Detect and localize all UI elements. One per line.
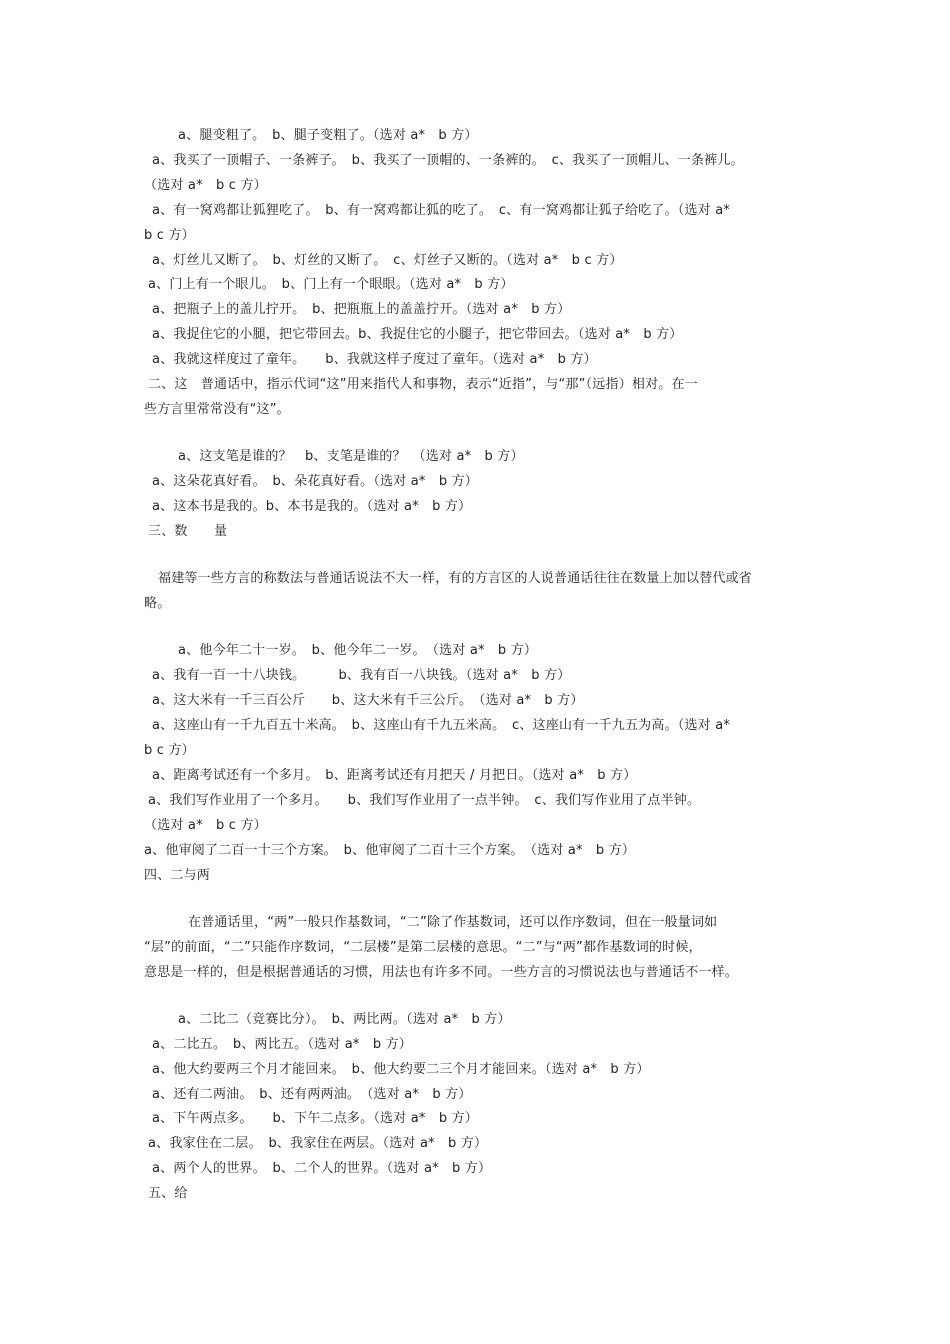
text-line: a、他今年二十一岁。 b、他今年二一岁。 （选对 a* b 方）: [178, 643, 538, 658]
text-line: 在普通话里，“两”一般只作基数词，“二”除了作基数词，还可以作序数词，但在一般量词如: [188, 915, 718, 930]
section-heading: 四、二与两: [144, 868, 211, 883]
text-line: “层”的前面，“二”只能作序数词，“二层楼”是第二层楼的意思。“二”与“两”都作基数词的时候，: [144, 940, 702, 955]
text-line: a、我们写作业用了一个多月。 b、我们写作业用了一点半钟。 c、我们写作业用了点半钟。: [148, 793, 701, 808]
section-heading: 三、数 量: [148, 524, 228, 539]
text-line: a、还有二两油。 b、还有两两油。 （选对 a* b 方）: [152, 1087, 472, 1102]
text-line: a、门上有一个眼儿。 b、门上有一个眼眼。（选对 a* b 方）: [148, 277, 514, 292]
text-line: 些方言里常常没有“这”。: [144, 402, 290, 417]
text-line: a、灯丝儿又断了。 b、灯丝的又断了。 c、灯丝子又断的。（选对 a* b c 方）: [152, 253, 623, 268]
text-line: a、把瓶子上的盖儿拧开。 b、把瓶瓶上的盖盖拧开。（选对 a* b 方）: [152, 302, 571, 317]
text-line: a、二比五。 b、两比五。（选对 a* b 方）: [152, 1037, 413, 1052]
section-heading: 五、给: [148, 1186, 188, 1201]
text-line: 略。: [144, 596, 171, 611]
text-line: a、我就这样度过了童年。 b、我就这样子度过了童年。（选对 a* b 方）: [152, 352, 597, 367]
text-line: a、距离考试还有一个多月。 b、距离考试还有月把天 / 月把日。（选对 a* b 方）: [152, 768, 637, 783]
text-line: a、这朵花真好看。 b、朵花真好看。（选对 a* b 方）: [152, 474, 479, 489]
text-line: （选对 a* b c 方）: [144, 178, 267, 193]
text-line: a、有一窝鸡都让狐狸吃了。 b、有一窝鸡都让狐的吃了。 c、有一窝鸡都让狐子给吃了。（选对 a*: [152, 203, 731, 218]
text-line: a、下午两点多。 b、下午二点多。（选对 a* b 方）: [152, 1111, 479, 1126]
text-line: 意思是一样的，但是根据普通话的习惯，用法也有许多不同。一些方言的习惯说法也与普通话不一样。: [144, 965, 739, 980]
section-heading: 二、这 普通话中，指示代词“这”用来指代人和事物，表示“近指”，与“那”（远指）相对。在一: [148, 377, 698, 392]
text-line: b c 方）: [144, 228, 195, 243]
text-line: a、这支笔是谁的？ b、支笔是谁的？ （选对 a* b 方）: [178, 449, 524, 464]
text-line: a、我买了一顶帽子、一条裤子。 b、我买了一顶帽的、一条裤的。 c、我买了一顶帽儿、一条裤儿。: [152, 153, 744, 168]
text-line: a、我家住在二层。 b、我家住在两层。（选对 a* b 方）: [148, 1136, 488, 1151]
text-line: a、两个人的世界。 b、二个人的世界。（选对 a* b 方）: [152, 1161, 492, 1176]
text-line: a、腿变粗了。 b、腿子变粗了。（选对 a* b 方）: [178, 128, 478, 143]
text-line: a、这座山有一千九百五十米高。 b、这座山有千九五米高。 c、这座山有一千九五为高。（选对 a*: [152, 718, 731, 733]
text-line: b c 方）: [144, 743, 195, 758]
text-line: 福建等一些方言的称数法与普通话说法不大一样，有的方言区的人说普通话往往在数量上加以替代或省: [158, 571, 753, 586]
text-line: a、二比二（竞赛比分）。 b、两比两。（选对 a* b 方）: [178, 1012, 511, 1027]
text-line: a、我捉住它的小腿，把它带回去。b、我捉住它的小腿子，把它带回去。（选对 a* b 方）: [152, 327, 683, 342]
text-line: a、这大米有一千三百公斤 b、这大米有千三公斤。 （选对 a* b 方）: [152, 693, 584, 708]
text-line: a、他大约要两三个月才能回来。 b、他大约要二三个月才能回来。（选对 a* b 方）: [152, 1062, 650, 1077]
text-line: a、我有一百一十八块钱。 b、我有百一八块钱。（选对 a* b 方）: [152, 668, 571, 683]
text-line: a、他审阅了二百一十三个方案。 b、他审阅了二百十三个方案。 （选对 a* b 方）: [144, 843, 636, 858]
text-line: a、这本书是我的。b、本书是我的。（选对 a* b 方）: [152, 499, 472, 514]
text-line: （选对 a* b c 方）: [144, 818, 267, 833]
